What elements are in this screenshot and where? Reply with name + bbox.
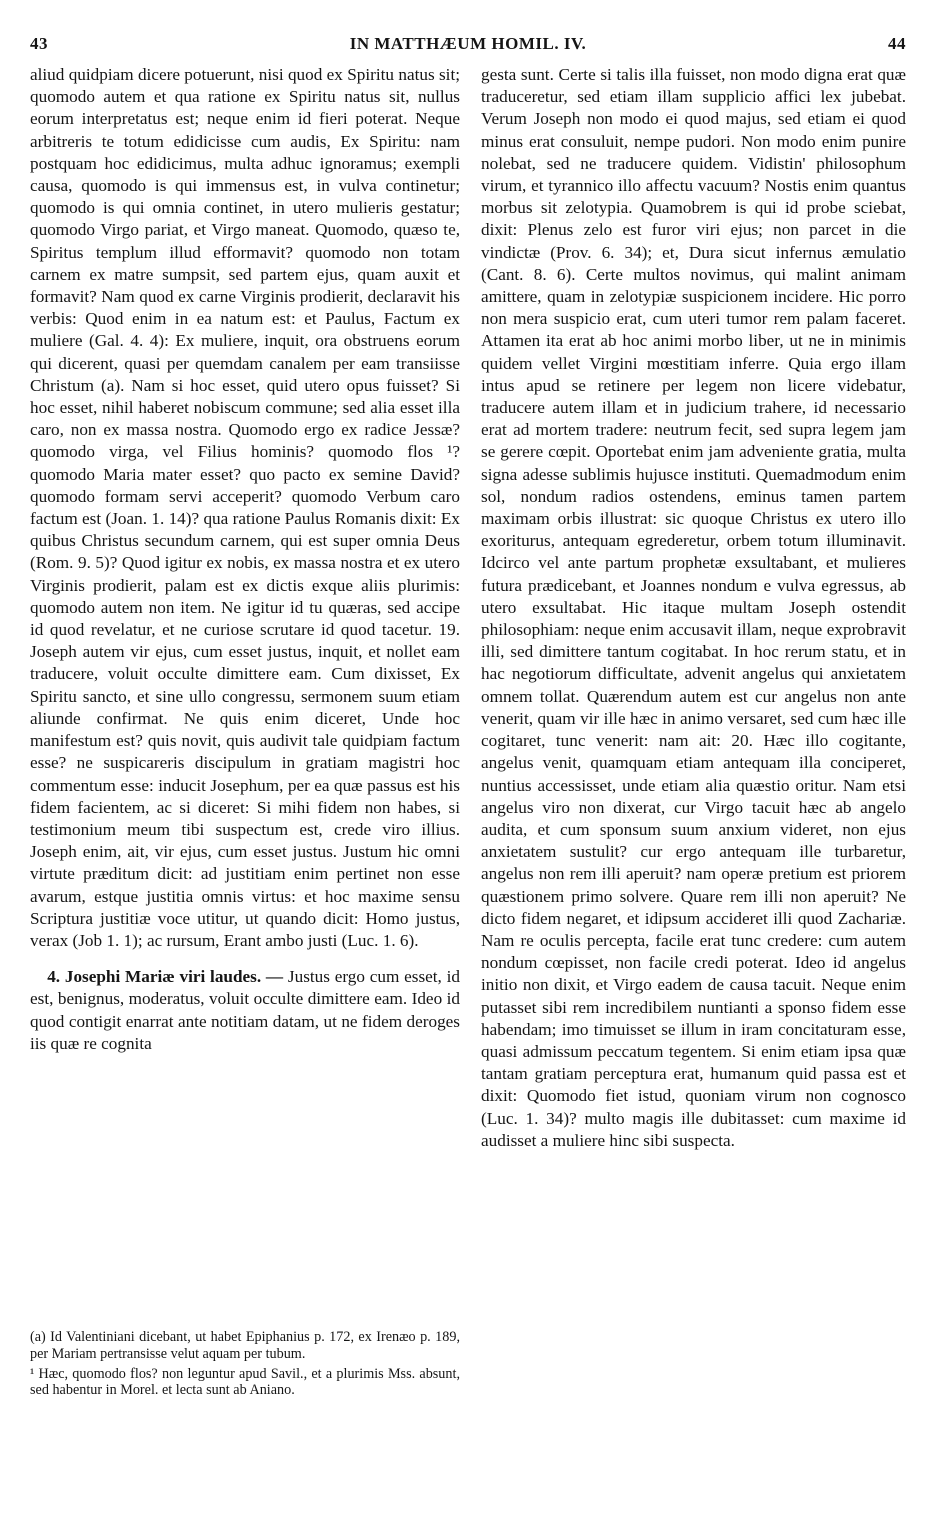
right-column: [481, 64, 906, 1152]
right-paragraph: gesta sunt. Certe si talis illa fuisset, non modo digna erat quæ traduceretur, sed etiam illam supplicio affici lex jubebat. Verum Joseph non modo ei quod majus, sed etiam ei quod minus erat consuluit, nempe pudori. Non modo enim punire nolebat, sed ne traducere quidem. Vidistin' philosophum virum, et tyrannico illo affectu vacuum? Nostis enim quantus morbus sit zelotypia. Quamobrem is qui id probe sciebat, dixit: Plenus zelo est furor viri ejus; non parcet in die vindictæ (Prov. 6. 34); et, Dura sicut infernus æmulatio (Cant. 8. 6). Certe multos novimus, qui malint animam amittere, quam in zelotypiæ suspicionem incidere. Hic porro non mera suspicio erat, cum uteri tumor rem palam faceret. Attamen ita erat ab hoc animi morbo liber, ut ne in minimis quidem vellet Virgini mœstitiam inferre. Quia ergo illam intus apud se retinere per legem non licere videbatur, traducere autem illam et in judicium trahere, id necessario erat ad mortem tradere: neutrum fecit, sed supra legem jam se gerere cœpit. Oportebat enim jam adveniente gratia, multa signa adesse sublimis hujusce instituti. Quemadmodum enim sol, nondum radios ostendens, eminus tamen partem maximam orbis illustrat: sic quoque Christus ex utero illo exoriturus, antequam egrederetur, orbem totum illuminavit. Idcirco vel ante partum prophetæ exsultabant, et mulieres futura prædicebant, et Joannes nondum e vulva egressus, ab utero exsultabat. Hic itaque multam Joseph ostendit philosophiam: neque enim accusavit illam, neque exprobravit illi, sed dimittere tantum cogitabat. In hoc rerum statu, et in hac negotiorum difficultate, advenit angelus qui anxietatem omnem tollat. Quærendum autem est cur angelus non ante venerit, quam vir ille hæc in animo versaret, sed cum hæc ille cogitaret, tunc venerit: nam ait: 20. Hæc illo cogitante, angelus venit, quamquam etiam antequam illa conciperet, nuntius accessisset, unde etiam alia quæstio oritur. Nam etsi angelus viro non dixerat, cur Virgo tacuit hæc ab angelo audita, et cum sponsum suum anxium videret, non ejus anxietatem sustulit? cur ergo antequam ille turbaretur, angelus non rem illi aperuit? nam operæ pretium est priorem quæstionem primo solvere. Quare rem illi non aperuit? Ne dicto fidem negaret, et idipsum accideret illi quod Zachariæ. Nam re oculis percepta, facile erat tunc credere: cum autem nondum cœpisset, non facile credi poterat. Ideo id angelus initio non dixit, et Virgo eadem de causa tacuit. Neque enim putasset sibi rem incredibilem nuntianti a sponso fidem esse habendam; imo timuisset se illum in iram concitaturam esse, quasi admissum peccatum tegentem. Si enim etiam ipsa quæ tantam gratiam perceptura erat, humanum quid passa est et dixit: Quomodo fiet istud, quoniam virum non cognosco (Luc. 1. 34)? multo magis ille dubitasset: cum maxime id audisset a muliere hinc sibi suspecta.: [481, 65, 906, 1150]
page-number-left: 43: [30, 34, 48, 53]
section-heading: 4. Josephi Mariæ viri laudes. —: [47, 967, 284, 987]
running-title: IN MATTHÆUM HOMIL. IV.: [349, 34, 587, 53]
footnote-1: ¹ Hæc, quomodo flos? non leguntur apud Savil., et a plurimis Mss. absunt, sed habentur in Morel. et lecta sunt ab Aniano.: [30, 1365, 460, 1399]
footnotes: [30, 1329, 460, 1402]
running-header: [30, 34, 906, 58]
footnote-a: (a) Id Valentiniani dicebant, ut habet Epiphanius p. 172, ex Irenæo p. 189, per Mariam pertransisse velut aquam per tubum.: [30, 1329, 460, 1362]
left-column: [30, 64, 460, 1055]
section-paragraph: [30, 966, 460, 1055]
left-paragraph: aliud quidpiam dicere potuerunt, nisi quod ex Spiritu natus sit; quomodo autem et qua ratione ex Spiritu natus sit, nullus eorum interpretatus est; neque enim id fieri poterat. Neque arbitreris te totum edidicisse cum audis, Ex Spiritu: nam postquam hoc edidicimus, multa adhuc ignoramus; exempli causa, quomodo is qui immensus est, in vulva continetur; quomodo is qui omnia continet, in utero mulieris gestatur; quomodo Virgo pariat, et Virgo maneat. Quomodo, quæso te, Spiritus templum illud efformavit? quomodo non totam carnem ex matre sumpsit, sed partem ejus, quam auxit et formavit? Nam quod ex carne Virginis prodierit, declaravit his verbis: Quod enim in ea natum est: et Paulus, Factum ex muliere (Gal. 4. 4): Ex muliere, inquit, ora obstruens eorum qui dicerent, quasi per quemdam canalem per eam transiisse Christum (a). Nam si hoc esset, quid utero opus fuisset? Si hoc esset, nihil haberet nobiscum commune; sed alia esset illa caro, non ex massa nostra. Quomodo ergo ex radice Jessæ? quomodo virga, vel Filius hominis? quomodo flos ¹? quomodo Maria mater esset? quo pacto ex semine David? quomodo formam servi acceperit? quomodo Verbum caro factum est (Joan. 1. 14)? qua ratione Paulus Romanis dixit: Ex quibus Christus secundum carnem, qui est super omnia Deus (Rom. 9. 5)? Quod igitur ex nobis, ex massa nostra et ex utero Virginis prodierit, palam est ex dictis exque aliis plurimis: quomodo autem non item. Ne igitur id tu quæras, sed accipe id quod revelatur, et ne curiose scrutare id quod tacetur. 19. Joseph autem vir ejus, cum esset justus, inquit, et nollet eam traducere, voluit occulte dimittere eam. Cum dixisset, Ex Spiritu sancto, et sine ullo congressu, sermonem suum etiam aliunde confirmat. Ne quis enim diceret, Unde hoc manifestum est? quis novit, quis audivit tale quidpiam factum esse? ne suspicareris discipulum in gratiam magistri hoc commentum esse: inducit Josephum, per ea quæ passus est his fidem facientem, ac si diceret: Si mihi fidem non habes, si testimonium meum tibi suspectum est, crede viro illius. Joseph enim, ait, vir ejus, cum esset justus. Justum hic omni virtute præditum dicit: ad justitiam enim pertinet non esse avarum, estque justitia omnis virtus: et hoc maxime sensu Scriptura justitiæ voce utitur, ut quando dicit: Homo justus, verax (Job 1. 1); ac rursum, Erant ambo justi (Luc. 1. 6).: [30, 65, 460, 950]
section-text: Justus ergo cum esset, id est, benignus, moderatus, voluit occulte dimittere eam. Ideo id quod contigit enarrat ante notitiam datam, ut ne fidem deroges iis quæ re cognita: [30, 967, 461, 1053]
page-number-right: 44: [888, 34, 906, 53]
